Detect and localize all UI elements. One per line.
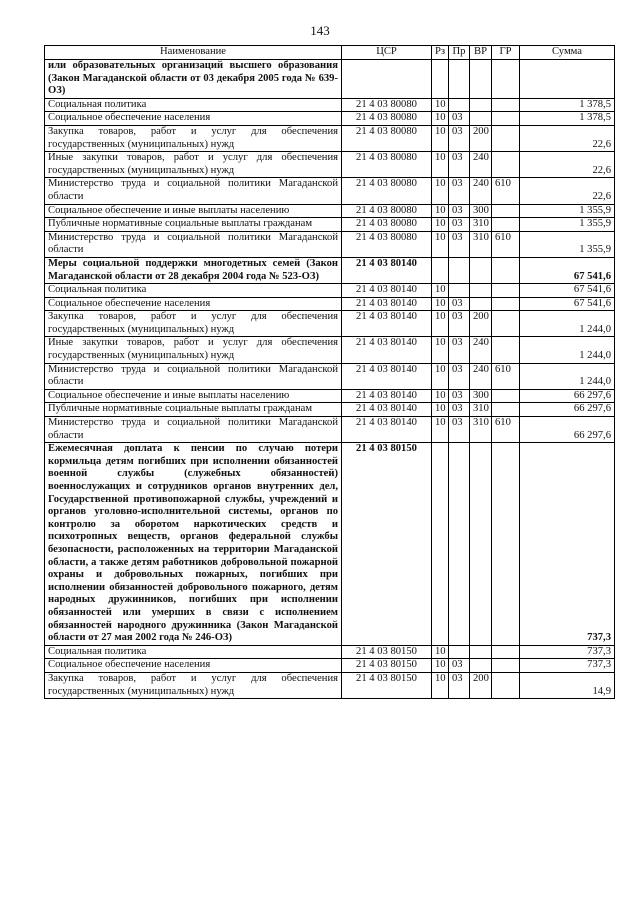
cell-name: Социальное обеспечение населения	[45, 297, 342, 311]
cell-csr: 21 4 03 80140	[342, 389, 432, 403]
cell-rz: 10	[432, 337, 449, 363]
cell-rz: 10	[432, 152, 449, 178]
cell-pr: 03	[449, 337, 470, 363]
cell-rz	[432, 60, 449, 99]
cell-csr: 21 4 03 80080	[342, 204, 432, 218]
cell-csr: 21 4 03 80140	[342, 284, 432, 298]
cell-pr: 03	[449, 389, 470, 403]
cell-rz: 10	[432, 417, 449, 443]
cell-csr: 21 4 03 80080	[342, 231, 432, 257]
cell-gr	[492, 204, 520, 218]
cell-name: Иные закупки товаров, работ и услуг для обеспечения государственных (муниципальных) нужд	[45, 152, 342, 178]
cell-pr: 03	[449, 231, 470, 257]
cell-vr: 240	[470, 152, 492, 178]
table-row	[45, 218, 615, 232]
cell-sum: 1 355,9	[520, 218, 615, 232]
cell-vr	[470, 98, 492, 112]
cell-rz	[432, 257, 449, 283]
cell-name: Публичные нормативные социальные выплаты гражданам	[45, 218, 342, 232]
cell-csr: 21 4 03 80150	[342, 672, 432, 698]
cell-rz: 10	[432, 204, 449, 218]
cell-gr	[492, 403, 520, 417]
table-row	[45, 231, 615, 257]
table-row	[45, 257, 615, 283]
cell-name: Иные закупки товаров, работ и услуг для обеспечения государственных (муниципальных) нужд	[45, 337, 342, 363]
cell-gr	[492, 125, 520, 151]
cell-pr: 03	[449, 659, 470, 673]
cell-gr	[492, 389, 520, 403]
table-row	[45, 443, 615, 646]
cell-sum: 737,3	[520, 443, 615, 646]
cell-name: Закупка товаров, работ и услуг для обеспечения государственных (муниципальных) нужд	[45, 311, 342, 337]
table-header	[45, 46, 615, 60]
cell-sum	[520, 60, 615, 99]
cell-gr	[492, 284, 520, 298]
cell-csr	[342, 60, 432, 99]
cell-csr: 21 4 03 80080	[342, 112, 432, 126]
cell-rz: 10	[432, 659, 449, 673]
cell-name: Социальное обеспечение населения	[45, 659, 342, 673]
cell-gr	[492, 297, 520, 311]
cell-name: Меры социальной поддержки многодетных семей (Закон Магаданской области от 28 декабря 2004 года № 523-ОЗ)	[45, 257, 342, 283]
cell-rz: 10	[432, 112, 449, 126]
cell-pr: 03	[449, 152, 470, 178]
cell-rz: 10	[432, 645, 449, 659]
table-row	[45, 284, 615, 298]
cell-rz: 10	[432, 297, 449, 311]
cell-sum: 14,9	[520, 672, 615, 698]
cell-pr	[449, 443, 470, 646]
cell-name: Закупка товаров, работ и услуг для обеспечения государственных (муниципальных) нужд	[45, 125, 342, 151]
cell-rz: 10	[432, 125, 449, 151]
cell-vr: 240	[470, 363, 492, 389]
cell-rz: 10	[432, 231, 449, 257]
cell-sum: 737,3	[520, 645, 615, 659]
header-vr: ВР	[470, 46, 492, 60]
table-row	[45, 60, 615, 99]
cell-sum: 66 297,6	[520, 417, 615, 443]
cell-gr	[492, 443, 520, 646]
cell-sum: 66 297,6	[520, 403, 615, 417]
cell-pr: 03	[449, 112, 470, 126]
cell-gr	[492, 672, 520, 698]
cell-csr: 21 4 03 80140	[342, 417, 432, 443]
cell-csr: 21 4 03 80080	[342, 178, 432, 204]
cell-vr: 300	[470, 204, 492, 218]
table-row	[45, 337, 615, 363]
table-row	[45, 178, 615, 204]
cell-rz: 10	[432, 218, 449, 232]
cell-name: Социальная политика	[45, 645, 342, 659]
cell-gr	[492, 311, 520, 337]
cell-gr	[492, 60, 520, 99]
cell-sum: 67 541,6	[520, 257, 615, 283]
cell-name: Министерство труда и социальной политики Магаданской области	[45, 178, 342, 204]
cell-sum: 67 541,6	[520, 284, 615, 298]
cell-pr: 03	[449, 297, 470, 311]
page-number: 143	[310, 23, 330, 38]
cell-sum: 737,3	[520, 659, 615, 673]
cell-pr: 03	[449, 417, 470, 443]
cell-pr: 03	[449, 204, 470, 218]
cell-csr: 21 4 03 80080	[342, 218, 432, 232]
cell-gr	[492, 112, 520, 126]
cell-sum: 1 378,5	[520, 98, 615, 112]
cell-sum: 22,6	[520, 152, 615, 178]
cell-gr	[492, 659, 520, 673]
cell-vr: 200	[470, 311, 492, 337]
header-sum: Сумма	[520, 46, 615, 60]
cell-rz: 10	[432, 389, 449, 403]
cell-vr	[470, 443, 492, 646]
header-row	[45, 46, 615, 60]
cell-vr	[470, 112, 492, 126]
table-row	[45, 204, 615, 218]
cell-vr: 240	[470, 178, 492, 204]
cell-gr	[492, 645, 520, 659]
cell-gr	[492, 218, 520, 232]
cell-sum: 67 541,6	[520, 297, 615, 311]
cell-name: Закупка товаров, работ и услуг для обеспечения государственных (муниципальных) нужд	[45, 672, 342, 698]
cell-name: Министерство труда и социальной политики Магаданской области	[45, 363, 342, 389]
cell-vr: 310	[470, 417, 492, 443]
cell-csr: 21 4 03 80140	[342, 257, 432, 283]
cell-sum: 66 297,6	[520, 389, 615, 403]
cell-csr: 21 4 03 80150	[342, 645, 432, 659]
cell-name: или образовательных организаций высшего образования (Закон Магаданской области от 03 декабря 2005 года № 639-ОЗ)	[45, 60, 342, 99]
cell-sum: 22,6	[520, 125, 615, 151]
cell-rz	[432, 443, 449, 646]
cell-pr	[449, 60, 470, 99]
table-body	[45, 60, 615, 699]
cell-rz: 10	[432, 363, 449, 389]
cell-sum: 1 355,9	[520, 231, 615, 257]
cell-csr: 21 4 03 80140	[342, 311, 432, 337]
cell-csr: 21 4 03 80140	[342, 363, 432, 389]
cell-rz: 10	[432, 98, 449, 112]
header-name: Наименование	[45, 46, 342, 60]
cell-vr	[470, 284, 492, 298]
table-row	[45, 403, 615, 417]
table-row	[45, 389, 615, 403]
cell-vr	[470, 645, 492, 659]
cell-csr: 21 4 03 80080	[342, 152, 432, 178]
cell-name: Публичные нормативные социальные выплаты гражданам	[45, 403, 342, 417]
cell-name: Социальное обеспечение и иные выплаты населению	[45, 389, 342, 403]
cell-vr	[470, 257, 492, 283]
cell-name: Социальная политика	[45, 284, 342, 298]
cell-vr	[470, 297, 492, 311]
table-row	[45, 297, 615, 311]
cell-gr	[492, 152, 520, 178]
cell-pr: 03	[449, 218, 470, 232]
cell-pr: 03	[449, 672, 470, 698]
cell-vr	[470, 659, 492, 673]
cell-sum: 1 244,0	[520, 337, 615, 363]
cell-name: Ежемесячная доплата к пенсии по случаю потери кормильца детям погибших при исполнении обязанностей военной службы (служебных обязанностей) военнослужащих и сотрудников органов внутренних дел, Государственной противопожарной службы, учреждений и органов уголовно-исполнительной системы, органов по контролю за оборотом наркотических средств и психотропных веществ, органов федеральной службы безопасности, расположенных на территории Магаданской области, а также детям работников добровольной пожарной охраны и добровольных пожарных, погибших при исполнении обязанностей добровольного пожарного, детям народных дружинников, погибших при исполнении обязанностей или умерших в связи с исполнением обязанностей народного дружинника (Закон Магаданской области от 27 мая 2002 года № 246-ОЗ)	[45, 443, 342, 646]
table-row	[45, 152, 615, 178]
header-pr: Пр	[449, 46, 470, 60]
table-row	[45, 311, 615, 337]
cell-pr	[449, 98, 470, 112]
cell-gr: 610	[492, 231, 520, 257]
cell-name: Социальное обеспечение и иные выплаты населению	[45, 204, 342, 218]
cell-vr: 310	[470, 403, 492, 417]
cell-vr: 310	[470, 231, 492, 257]
cell-csr: 21 4 03 80140	[342, 337, 432, 363]
table-row	[45, 112, 615, 126]
budget-table	[44, 45, 615, 699]
table-row	[45, 645, 615, 659]
header-csr: ЦСР	[342, 46, 432, 60]
cell-vr: 240	[470, 337, 492, 363]
cell-gr	[492, 337, 520, 363]
cell-vr: 200	[470, 672, 492, 698]
cell-csr: 21 4 03 80080	[342, 98, 432, 112]
cell-name: Министерство труда и социальной политики Магаданской области	[45, 231, 342, 257]
cell-csr: 21 4 03 80140	[342, 403, 432, 417]
cell-sum: 22,6	[520, 178, 615, 204]
table-row	[45, 125, 615, 151]
cell-sum: 1 378,5	[520, 112, 615, 126]
cell-gr	[492, 257, 520, 283]
cell-gr	[492, 98, 520, 112]
cell-rz: 10	[432, 403, 449, 417]
cell-pr	[449, 257, 470, 283]
table-row	[45, 672, 615, 698]
cell-gr: 610	[492, 178, 520, 204]
cell-pr: 03	[449, 311, 470, 337]
cell-csr: 21 4 03 80150	[342, 443, 432, 646]
cell-gr: 610	[492, 417, 520, 443]
table-row	[45, 363, 615, 389]
cell-csr: 21 4 03 80080	[342, 125, 432, 151]
cell-pr: 03	[449, 178, 470, 204]
cell-pr: 03	[449, 125, 470, 151]
cell-name: Социальное обеспечение населения	[45, 112, 342, 126]
cell-rz: 10	[432, 178, 449, 204]
table-row	[45, 659, 615, 673]
cell-vr: 310	[470, 218, 492, 232]
cell-name: Министерство труда и социальной политики Магаданской области	[45, 417, 342, 443]
header-rz: Рз	[432, 46, 449, 60]
cell-pr: 03	[449, 403, 470, 417]
cell-csr: 21 4 03 80150	[342, 659, 432, 673]
cell-rz: 10	[432, 284, 449, 298]
cell-vr	[470, 60, 492, 99]
cell-vr: 300	[470, 389, 492, 403]
cell-rz: 10	[432, 672, 449, 698]
cell-pr	[449, 645, 470, 659]
cell-pr: 03	[449, 363, 470, 389]
cell-name: Социальная политика	[45, 98, 342, 112]
cell-gr: 610	[492, 363, 520, 389]
cell-csr: 21 4 03 80140	[342, 297, 432, 311]
cell-vr: 200	[470, 125, 492, 151]
cell-rz: 10	[432, 311, 449, 337]
cell-pr	[449, 284, 470, 298]
cell-sum: 1 244,0	[520, 363, 615, 389]
table-row	[45, 417, 615, 443]
table-row	[45, 98, 615, 112]
cell-sum: 1 355,9	[520, 204, 615, 218]
header-gr: ГР	[492, 46, 520, 60]
cell-sum: 1 244,0	[520, 311, 615, 337]
